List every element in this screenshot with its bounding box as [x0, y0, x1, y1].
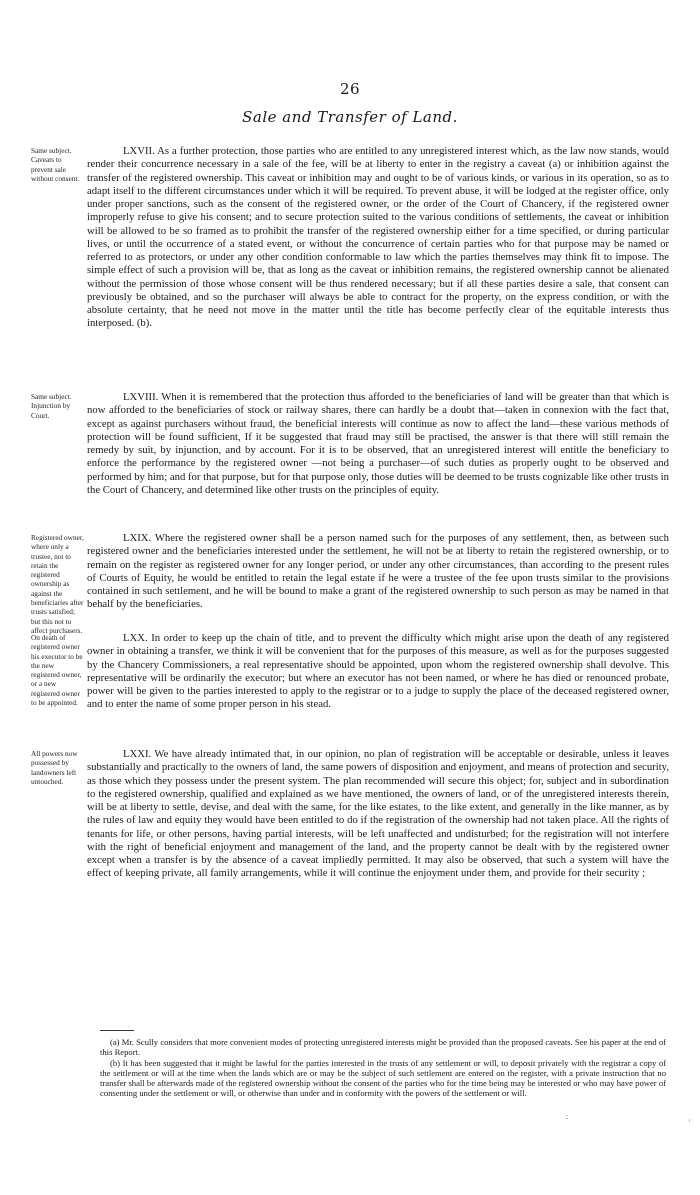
footnotes	[100, 1037, 666, 1099]
paragraph-lxvii	[87, 145, 669, 331]
page-title: Sale and Transfer of Land.	[242, 108, 458, 126]
paragraph-number: LXIX.	[123, 532, 152, 544]
paragraph-number: LXX.	[123, 632, 148, 644]
paragraph-lxx	[87, 632, 669, 712]
paragraph-number: LXVII.	[123, 145, 155, 157]
footnote-divider	[100, 1030, 134, 1031]
paragraph-text: As a further protection, those parties who are entitled to any unregistered interest which, as the law now stands, would render their concurrence necessary in a sale of the fee, will be at liberty to enter in the registry a caveat (a) or inhibition against the transfer of the registered ownership. This caveat or inhibition may and ought to be of various kinds, or various in its operation, so as to adapt itself to the different circumstances under which it will be required. To prevent abuse, it will be lodged at the register office, only under proper sanctions, such as the consent of the registered owner, or the order of the Court of Chancery, if the registered owner improperly refuse to give his consent; and to secure protection suited to the various conditions of settlements, the caveat or inhibition will be allowed to be so framed as to prohibit the transfer of the registered ownership either for a time specified, or during particular lives, or until the occurrence of a stated event, or without the concurrence of certain parties who for that purpose may be named or referred to as protectors, or under any other condition conformable to law which the parties themselves may think fit to impose. The simple effect of such a provision will be, that as long as the caveat or inhibition remains, the registered ownership cannot be alienated without the permission of those whose consent will be thus rendered necessary; but if all these parties desire a sale, that consent can previously be obtained, and so the purchaser will always be able to contract for the property, on the express condition, or with the absolute certainty, that he need not move in the matter until the title has become perfectly clear of the equitable interests thus interposed. (b).	[87, 145, 669, 330]
paragraph-text: We have already intimated that, in our opinion, no plan of registration will be acceptable or desirable, unless it leaves substantially and practically to the owners of land, the same powers of disposition and enjoyment, and means of protection and security, as those which they possess under the present system. The plan recommended will secure this object; for, subject and in subordination to the registered ownership, qualified and explained as we have mentioned, the owners of land, or of the unregistered interests therein, will be at liberty to settle, devise, and deal with the same, for the like estates, to the like extent, and generally in the like manner, as by the rules of law and equity they would have been entitled to do if the registration of the ownership had not taken place. All the rights of tenants for life, or other persons, having partial interests, will be left unaffected and undisturbed; for the registration will not interfere with the right of beneficial enjoyment and management of the land, and the property cannot be dealt with by the registered owner except when a transfer is by the absence of a caveat impliedly permitted. It may also be observed, that such a system will have the effect of keeping private, all family arrangements, while it will continue the enjoyment under them, and provide for their security ;	[87, 748, 669, 880]
margin-note: Same subject. Injunction by Court.	[31, 392, 72, 420]
paragraph-lxviii	[87, 391, 669, 497]
paragraph-lxix	[87, 532, 669, 612]
scan-speck: :	[566, 1112, 569, 1121]
footnote-b: (b) It has been suggested that it might be lawful for the parties interested in the trusts of any settlement or will, to deposit privately with the registrar a copy of the settlement or will at the time when the lands which are or may be the subject of such settlement are entered on the register, with a private instruction that no transfer shall be afterwards made of the registered ownership without the consent of the parties who for the time being may be interested or who may have power of consenting under the settlement or will, or otherwise than under and in conformity with the powers of the settlement or will.	[100, 1057, 666, 1099]
scan-speck: '	[689, 1118, 691, 1127]
margin-note: On death of registered owner his executor to be the new registered owner, or a new registered owner to be appointed.	[31, 633, 83, 708]
paragraph-text: Where the registered owner shall be a person named such for the purposes of any settlement, then, as between such registered owner and the beneficiaries interested under the settlement, he will not be at liberty to retain the registered ownership, or to remain on the register as registered owner for any longer period, or under any other circumstances, than according to the present rules of Courts of Equity, he would be entitled to retain the legal estate if he were a trustee of the fee upon trusts similar to the provisions contained in such settlement, and he will be bound to make a grant of the registered ownership to such person as may be named in that behalf by the beneficiaries.	[87, 532, 669, 611]
margin-note: Registered owner, where only a trustee, not to retain the registered ownership as against the beneficiaries after trusts satisfied; but this not to affect purchasers.	[31, 533, 84, 635]
margin-note: Same subject. Caveats to prevent sale without consent.	[31, 146, 80, 183]
paragraph-number: LXXI.	[123, 748, 152, 760]
paragraph-number: LXVIII.	[123, 391, 159, 403]
footnote-a: (a) Mr. Scully considers that more convenient modes of protecting unregistered interests might be provided than the proposed caveats. See his paper at the end of this Report.	[100, 1037, 666, 1058]
paragraph-text: In order to keep up the chain of title, and to prevent the difficulty which might arise upon the death of any registered owner in obtaining a transfer, we think it will be convenient that for the purposes of this measure, as well as for the purposes suggested by the Chancery Commissioners, a real representative should be appointed, upon whom the registered ownership shall devolve. This representative will be ordinarily the executor; but where an executor has not been named, or where he has died or renounced probate, power will be given to the parties interested to apply to the registrar or to a judge to supply the place of the deceased registered owner, and to enter the name of some proper person in his stead.	[87, 632, 669, 711]
margin-note: All powers now possessed by landowners left untouched.	[31, 749, 78, 786]
paragraph-lxxi	[87, 748, 669, 881]
paragraph-text: When it is remembered that the protection thus afforded to the beneficiaries of land will be greater than that which is now afforded to the beneficiaries of stock or railway shares, there can hardly be a doubt that—taken in connexion with the fact that, except as against purchasers without fraud, the beneficial interests will continue as now to affect the land—these various methods of protection will be found sufficient, If it be suggested that fraud may still be practised, the answer is that there will still remain the remedy by suit, by injunction, and by account. For it is to be observed, that an unregistered interest will entitle the beneficiary to enforce the performance by the registered owner —not being a purchaser—of such duties as properly ought to be observed and performed by him; and for that purpose, but for that purpose only, those duties will be deemed to be trusts cognizable like other trusts in the Court of Chancery, and determined like other trusts on the principles of equity.	[87, 391, 669, 496]
page-number: 26	[339, 80, 361, 98]
